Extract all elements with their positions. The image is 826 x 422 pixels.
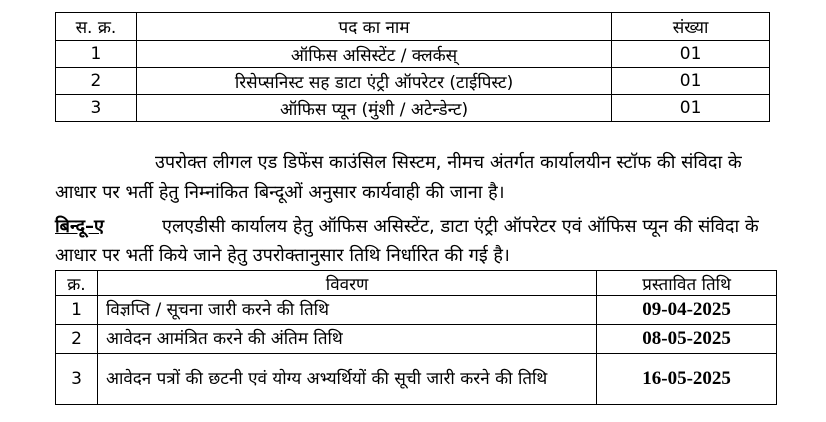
row-post-name: रिसेप्सनिस्ट सह डाटा एंट्री ऑपरेटर (टाईपिस्ट) — [136, 68, 611, 95]
header-count: संख्या — [612, 13, 770, 41]
row-post-name: ऑफिस प्यून (मुंशी / अटेन्डेन्ट) — [136, 95, 611, 122]
table-row — [56, 41, 770, 68]
posts-table — [55, 12, 770, 122]
table-row — [56, 68, 770, 95]
row-serial: 3 — [56, 95, 137, 122]
row-date: 08-05-2025 — [597, 325, 777, 354]
table-row — [56, 296, 777, 325]
point-a-paragraph — [55, 212, 775, 270]
row-serial: 1 — [56, 296, 98, 325]
row-date: 09-04-2025 — [597, 296, 777, 325]
row-serial: 3 — [56, 354, 98, 405]
header-proposed-date: प्रस्तावित तिथि — [597, 271, 777, 296]
schedule-table — [55, 270, 777, 405]
table-row — [56, 95, 770, 122]
row-count: 01 — [612, 41, 770, 68]
row-date: 16-05-2025 — [597, 354, 777, 405]
table-row — [56, 354, 777, 405]
row-serial: 2 — [56, 68, 137, 95]
intro-text: उपरोक्त लीगल एड डिफेंस काउंसिल सिस्टम, नीमच अंतर्गत कार्यालयीन स्टॉफ की संविदा के आधार पर भर्ती हेतु निम्नांकित बिन्दूओं अनुसार कार्यवाही की जाना है। — [55, 152, 742, 203]
header-post-name: पद का नाम — [136, 13, 611, 41]
header-description: विवरण — [97, 271, 596, 296]
point-a-text: एलएडीसी कार्यालय हेतु ऑफिस असिस्टेंट, डाटा एंट्री ऑपरेटर एवं ऑफिस प्यून की संविदा के आधार पर भर्ती किये जाने हेतु उपरोक्तानुसार तिथि निर्धारित की गई है। — [55, 216, 759, 266]
point-a-label: बिन्दू–ए — [55, 216, 105, 237]
row-count: 01 — [612, 95, 770, 122]
schedule-header-row — [56, 271, 777, 296]
row-serial: 2 — [56, 325, 98, 354]
row-description: विज्ञप्ति / सूचना जारी करने की तिथि — [97, 296, 596, 325]
header-serial: स. क्र. — [56, 13, 137, 41]
row-count: 01 — [612, 68, 770, 95]
header-serial: क्र. — [56, 271, 98, 296]
row-serial: 1 — [56, 41, 137, 68]
posts-header-row — [56, 13, 770, 41]
table-row — [56, 325, 777, 354]
row-description: आवेदन आमंत्रित करने की अंतिम तिथि — [97, 325, 596, 354]
row-post-name: ऑफिस असिस्टेंट / क्लर्कस् — [136, 41, 611, 68]
intro-paragraph — [55, 148, 775, 208]
row-description: आवेदन पत्रों की छटनी एवं योग्य अभ्यर्थियों की सूची जारी करने की तिथि — [97, 354, 596, 405]
